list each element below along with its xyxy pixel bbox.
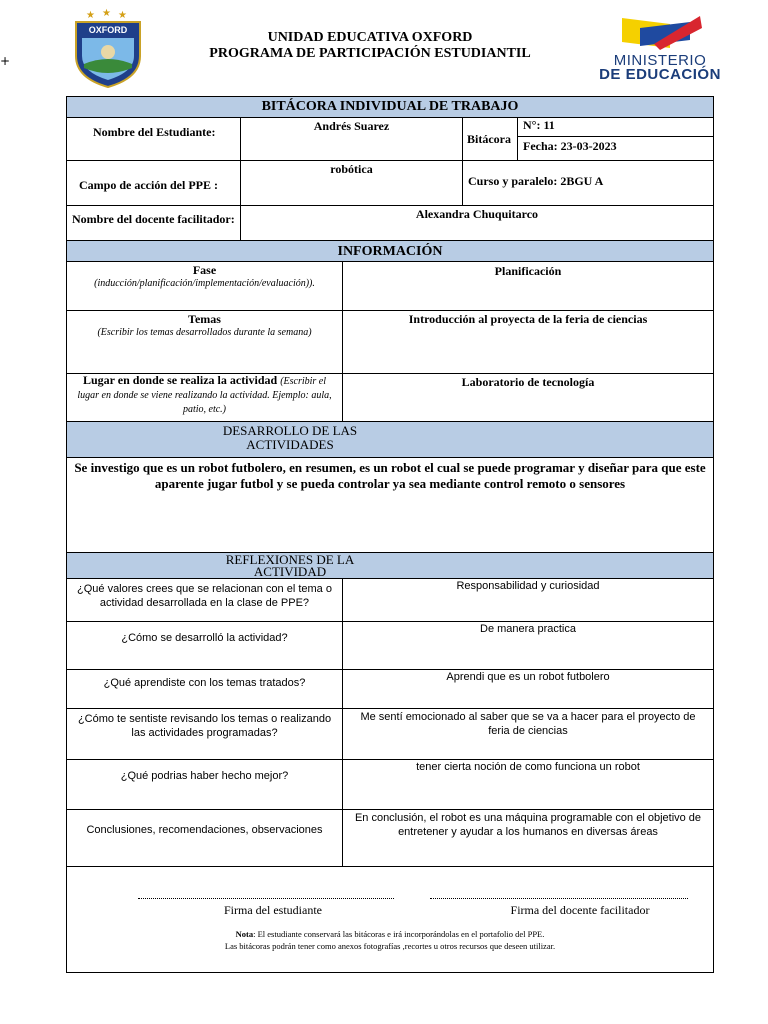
ministry-line2: DE EDUCACIÓN <box>599 66 721 83</box>
reflections-heading: REFLEXIONES DE LA ACTIVIDAD <box>66 552 714 579</box>
svg-text:★: ★ <box>102 8 111 19</box>
student-signature-label: Firma del estudiante <box>224 903 322 917</box>
fase-hint: (inducción/planificación/implementación/evaluación)). <box>94 278 315 289</box>
svg-text:★: ★ <box>118 10 127 21</box>
ministry-line1: MINISTERIO <box>613 52 707 69</box>
reflection-question-6: Conclusiones, recomendaciones, observaciones <box>66 809 343 867</box>
field-value[interactable]: robótica <box>240 160 463 206</box>
lugar-label: Lugar en donde se realiza la actividad <box>82 373 278 387</box>
reflection-question-5: ¿Qué podrias haber hecho mejor? <box>66 759 343 810</box>
development-heading: DESARROLLO DE LAS ACTIVIDADES <box>66 421 714 458</box>
form-title: BITÁCORA INDIVIDUAL DE TRABAJO <box>66 96 714 118</box>
reflection-answer-6[interactable]: En conclusión, el robot es una máquina programable con el objetivo de entretener y ayudar a los humanos en diversas áreas <box>342 809 714 867</box>
course-value[interactable]: Curso y paralelo: 2BGU A <box>462 160 714 206</box>
reflection-question-3: ¿Qué aprendiste con los temas tratados? <box>66 669 343 709</box>
teacher-signature-line[interactable] <box>430 898 688 899</box>
lugar-value[interactable]: Laboratorio de tecnología <box>342 373 714 422</box>
reflection-question-1: ¿Qué valores crees que se relacionan con el tema o actividad desarrollada en la clase de PPE? <box>66 578 343 622</box>
reflection-question-4: ¿Cómo te sentiste revisando los temas o realizando las actividades programadas? <box>66 708 343 760</box>
program-name: PROGRAMA DE PARTICIPACIÓN ESTUDIANTIL <box>209 46 531 61</box>
temas-hint: (Escribir los temas desarrollados durante la semana) <box>97 327 312 338</box>
reflection-question-2: ¿Cómo se desarrolló la actividad? <box>66 621 343 670</box>
note-label: Nota <box>235 929 254 939</box>
ministry-logo <box>590 14 730 84</box>
student-label: Nombre del Estudiante: <box>66 117 241 161</box>
teacher-value[interactable]: Alexandra Chuquitarco <box>240 205 714 241</box>
svg-text:★: ★ <box>86 10 95 21</box>
school-name: UNIDAD EDUCATIVA OXFORD <box>267 30 473 45</box>
school-shield-logo <box>72 8 144 88</box>
lugar-hint: (Escribir el lugar en donde se viene realizando la actividad. Ejemplo: aula, patio, etc.) <box>77 376 332 415</box>
information-heading: INFORMACIÓN <box>66 240 714 262</box>
reflection-answer-1[interactable]: Responsabilidad y curiosidad <box>342 578 714 622</box>
temas-cell <box>66 310 343 374</box>
student-value[interactable]: Andrés Suarez <box>240 117 463 161</box>
fase-cell <box>66 261 343 311</box>
teacher-label: Nombre del docente facilitador: <box>66 205 241 241</box>
svg-text:OXFORD: OXFORD <box>88 25 128 35</box>
lugar-cell <box>66 373 343 422</box>
reflection-answer-2[interactable]: De manera practica <box>342 621 714 670</box>
teacher-signature-label: Firma del docente facilitador <box>510 903 650 917</box>
temas-label: Temas <box>188 312 221 326</box>
bitacora-label: Bitácora <box>462 117 518 161</box>
bitacora-date[interactable]: Fecha: 23-03-2023 <box>517 136 714 161</box>
bitacora-number[interactable]: N°: 11 <box>517 117 714 137</box>
temas-value[interactable]: Introducción al proyecta de la feria de ciencias <box>342 310 714 374</box>
fase-label: Fase <box>192 263 217 277</box>
development-text[interactable]: Se investigo que es un robot futbolero, en resumen, es un robot el cual se puede programar y diseñar para que este aparente jugar futbol y se pueda controlar ya sea mediante control remoto o sensores <box>66 457 714 553</box>
corner-mark: + <box>0 54 11 68</box>
reflection-answer-4[interactable]: Me sentí emocionado al saber que se va a hacer para el proyecto de feria de ciencias <box>342 708 714 760</box>
student-signature-line[interactable] <box>138 898 394 899</box>
field-label: Campo de acción del PPE : <box>66 160 241 206</box>
note-line2: Las bitácoras podrán tener como anexos fotografías ,recortes u otros recursos que deseen utilizar. <box>224 941 556 951</box>
reflection-answer-3[interactable]: Aprendi que es un robot futbolero <box>342 669 714 709</box>
fase-value[interactable]: Planificación <box>342 261 714 311</box>
reflection-answer-5[interactable]: tener cierta noción de como funciona un robot <box>342 759 714 810</box>
note-line1: Nota: El estudiante conservará las bitácoras e irá incorporándolas en el portafolio del PPE. <box>235 929 545 939</box>
